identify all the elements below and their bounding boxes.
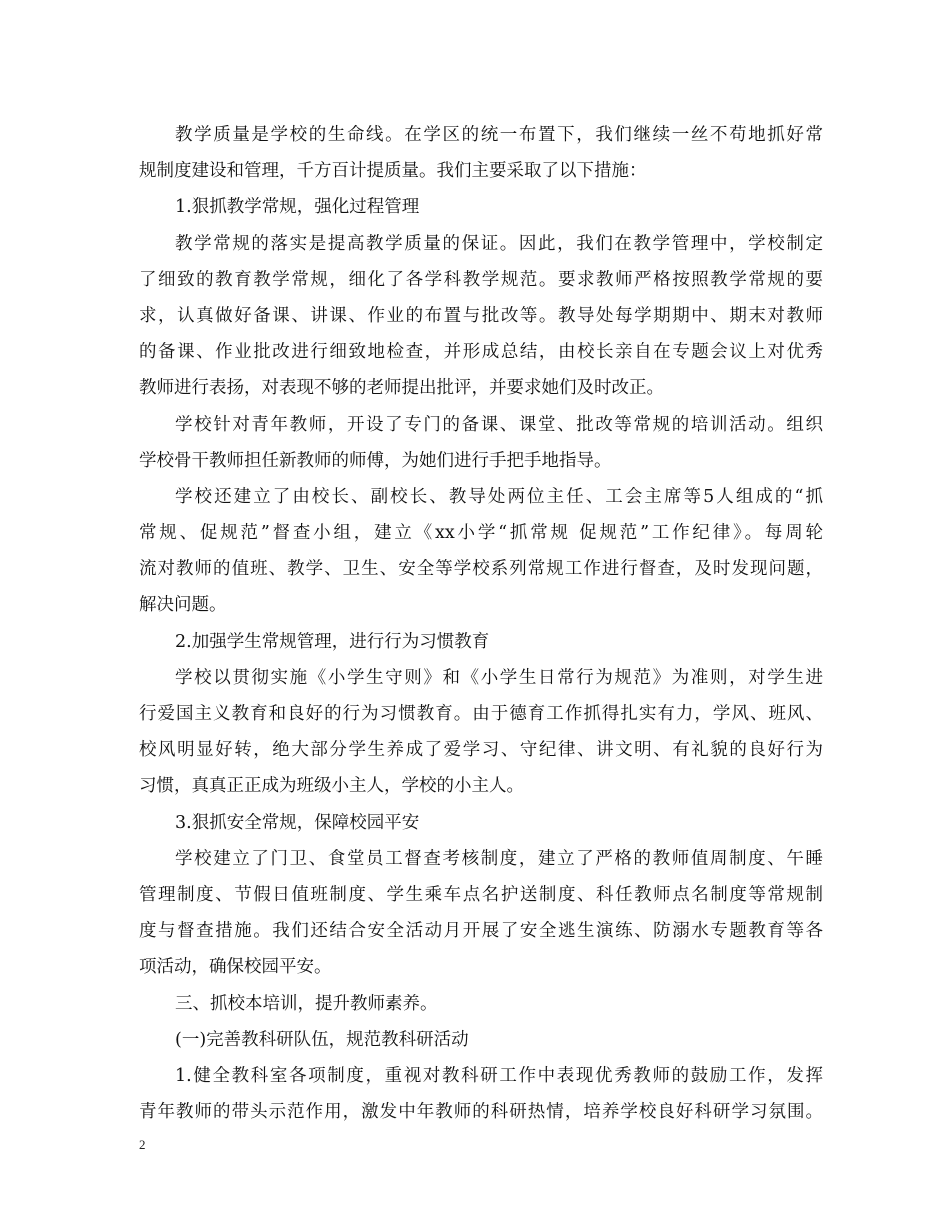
text-line: 项活动，确保校园平安。 (139, 957, 332, 978)
text-line: 管理制度、节假日值班制度、学生乘车点名护送制度、科任教师点名制度等常规制 (139, 884, 823, 905)
text-line: 三、抓校本培训，提升教师素养。 (175, 993, 438, 1014)
text-line: 习惯，真真正正成为班级小主人，学校的小主人。 (139, 776, 524, 797)
text-line: 教学常规的落实是提高教学质量的保证。因此，我们在教学管理中，学校制定 (175, 233, 823, 254)
text-line: 教学质量是学校的生命线。在学区的统一布置下，我们继续一丝不苟地抓好常 (175, 125, 823, 145)
text-line: 1.狠抓教学常规，强化过程管理 (175, 197, 420, 218)
text-line: 学校还建立了由校长、副校长、教导处两位主任、工会主席等5人组成的“抓 (175, 486, 823, 507)
text-line: 教师进行表扬，对表现不够的老师提出批评，并要求她们及时改正。 (139, 378, 664, 399)
text-line: 3.狠抓安全常规，保障校园平安 (175, 812, 420, 833)
body-text (139, 117, 823, 1130)
text-line: 流对教师的值班、教学、卫生、安全等学校系列常规工作进行督查，及时发现问题， (139, 559, 823, 580)
text-line: 青年教师的带头示范作用，激发中年教师的科研热情，培养学校良好科研学习氛围。 (139, 1102, 823, 1123)
text-line: 的备课、作业批改进行细致地检查，并形成总结，由校长亲自在专题会议上对优秀 (139, 342, 823, 363)
text-line: 行爱国主义教育和良好的行为习惯教育。由于德育工作抓得扎实有力，学风、班风、 (139, 704, 823, 724)
text-line: 学校以贯彻实施《小学生守则》和《小学生日常行为规范》为准则，对学生进 (175, 667, 823, 688)
text-line: 求，认真做好备课、讲课、作业的布置与批改等。教导处每学期期中、期末对教师 (139, 305, 823, 326)
text-line: 2.加强学生常规管理，进行行为习惯教育 (175, 631, 490, 652)
text-line: 了细致的教育教学常规，细化了各学科教学规范。要求教师严格按照教学常规的要 (139, 269, 823, 290)
text-line: 度与督查措施。我们还结合安全活动月开展了安全逃生演练、防溺水专题教育等各 (139, 921, 823, 942)
text-line: 规制度建设和管理，千方百计提质量。我们主要采取了以下措施： (139, 161, 647, 182)
text-line: 常规、促规范”督查小组，建立《xx小学“抓常规 促规范”工作纪律》。每周轮 (139, 523, 823, 544)
page-number: 2 (139, 1137, 146, 1152)
text-line: 解决问题。 (139, 595, 227, 616)
text-line: 学校骨干教师担任新教师的师傅，为她们进行手把手地指导。 (139, 450, 612, 471)
text-line: 校风明显好转，绝大部分学生养成了爱学习、守纪律、讲文明、有礼貌的良好行为 (139, 740, 823, 761)
text-line: 1.健全教科室各项制度，重视对教科研工作中表现优秀教师的鼓励工作，发挥 (175, 1065, 823, 1086)
text-line: (一)完善教科研队伍，规范教科研活动 (175, 1029, 469, 1050)
text-line: 学校建立了门卫、食堂员工督查考核制度，建立了严格的教师值周制度、午睡 (175, 848, 823, 869)
text-line: 学校针对青年教师，开设了专门的备课、课堂、批改等常规的培训活动。组织 (175, 414, 823, 435)
